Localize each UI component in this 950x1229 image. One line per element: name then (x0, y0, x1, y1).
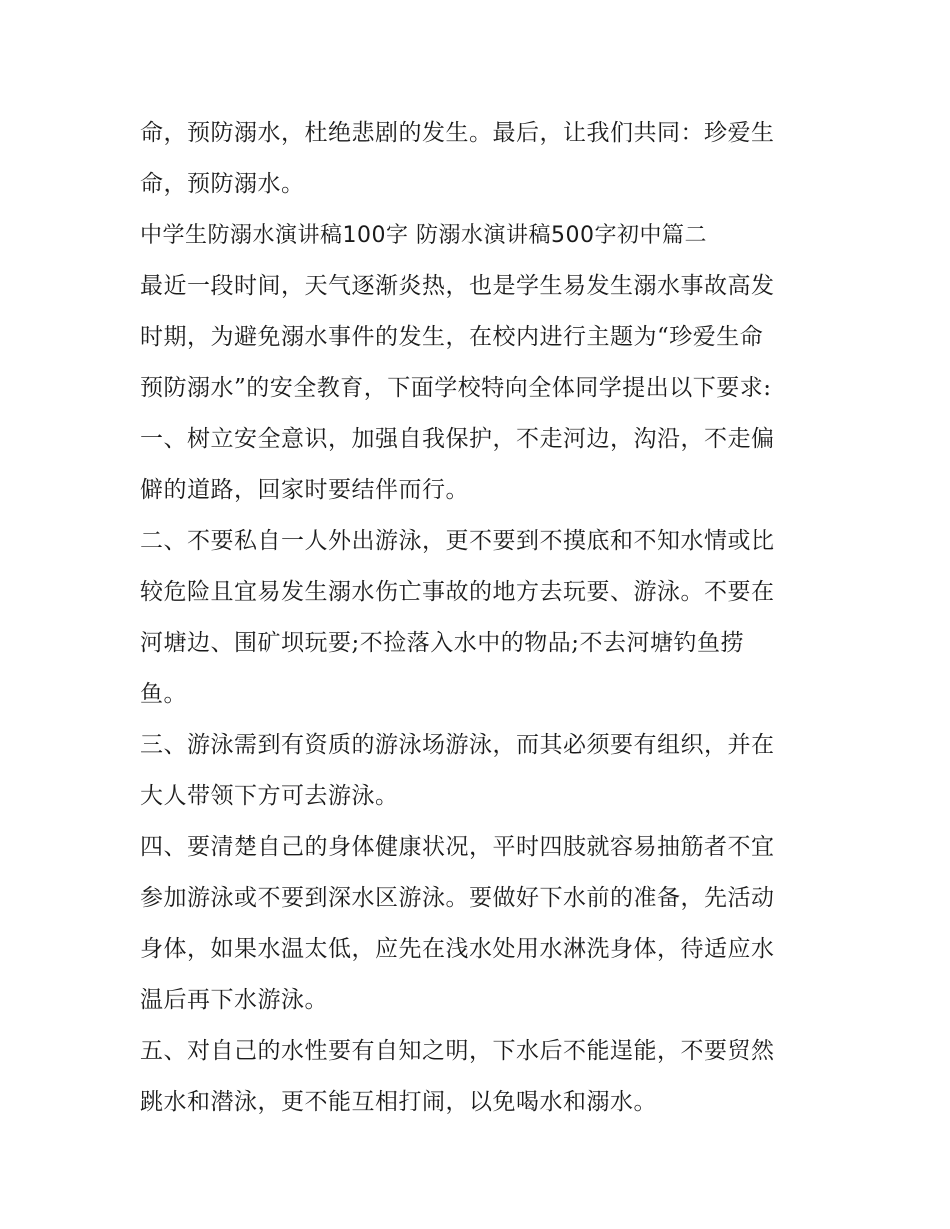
paragraph-line: 命，预防溺水，杜绝悲剧的发生。最后，让我们共同：珍爱生 (140, 120, 775, 146)
paragraph-line: 最近一段时间，天气逐渐炎热，也是学生易发生溺水事故高发 (140, 273, 775, 299)
paragraph-line: 身体，如果水温太低，应先在浅水处用水淋洗身体，待适应水 (140, 936, 775, 962)
paragraph-line: 温后再下水游泳。 (140, 987, 328, 1013)
paragraph-line: 预防溺水”的安全教育，下面学校特向全体同学提出以下要求: (140, 375, 772, 401)
paragraph-line: 三、游泳需到有资质的游泳场游泳，而其必须要有组织，并在 (140, 732, 775, 758)
paragraph-line: 一、树立安全意识，加强自我保护，不走河边，沟沿，不走偏 (140, 426, 775, 452)
section-heading: 中学生防溺水演讲稿100字 防溺水演讲稿500字初中篇二 (140, 223, 707, 248)
paragraph-line: 参加游泳或不要到深水区游泳。要做好下水前的准备，先活动 (140, 885, 775, 911)
paragraph-line: 大人带领下方可去游泳。 (140, 783, 399, 809)
paragraph-line: 时期，为避免溺水事件的发生，在校内进行主题为“珍爱生命 (140, 324, 764, 350)
paragraph-line: 五、对自己的水性要有自知之明，下水后不能逞能，不要贸然 (140, 1038, 775, 1064)
paragraph-line: 二、不要私自一人外出游泳，更不要到不摸底和不知水情或比 (140, 528, 775, 554)
paragraph-line: 较危险且宜易发生溺水伤亡事故的地方去玩要、游泳。不要在 (140, 579, 775, 605)
paragraph-line: 河塘边、围矿坝玩要;不捡落入水中的物品;不去河塘钓鱼捞 (140, 630, 744, 656)
paragraph-line: 命，预防溺水。 (140, 171, 305, 197)
paragraph-line: 鱼。 (140, 681, 187, 707)
paragraph-line: 跳水和潜泳，更不能互相打闹，以免喝水和溺水。 (140, 1089, 657, 1115)
paragraph-line: 僻的道路，回家时要结伴而行。 (140, 477, 469, 503)
document-body (140, 108, 820, 1128)
paragraph-line: 四、要清楚自己的身体健康状况，平时四肢就容易抽筋者不宜 (140, 834, 775, 860)
